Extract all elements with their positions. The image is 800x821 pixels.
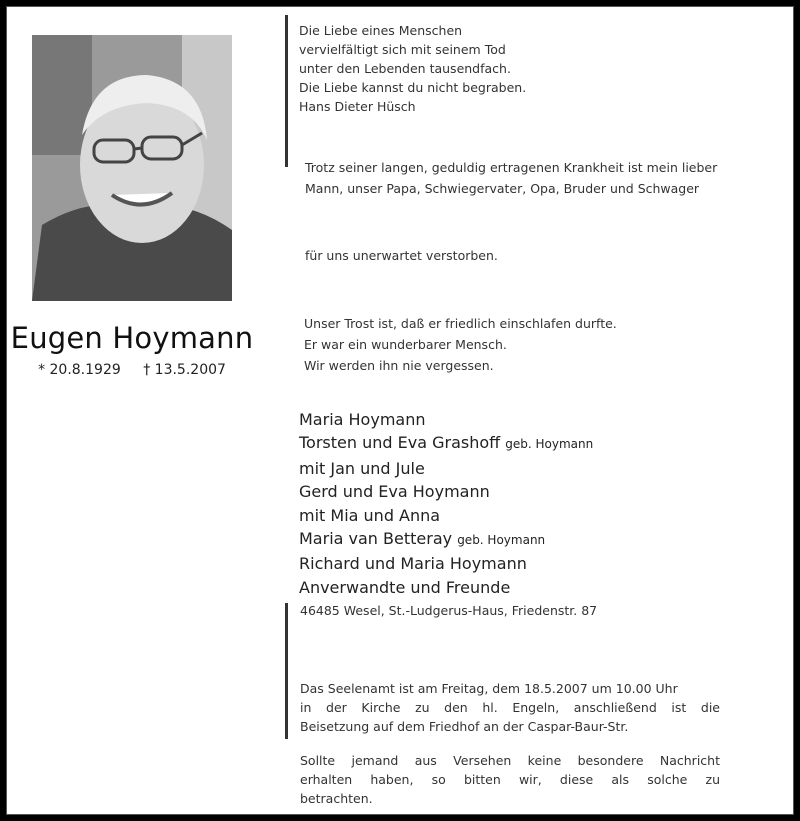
service-line: Das Seelenamt ist am Freitag, dem 18.5.2007 um 10.00 Uhr	[300, 681, 678, 696]
death-date: † 13.5.2007	[143, 362, 226, 378]
family-member: mit Jan und Jule	[299, 458, 425, 478]
notice-line: betrachten.	[300, 791, 373, 806]
quote-line: Die Liebe kannst du nicht begraben.	[299, 80, 527, 95]
family-member: mit Mia und Anna	[299, 505, 441, 525]
comfort-line: Unser Trost ist, daß er friedlich einschlafen durfte.	[304, 316, 617, 331]
service-info	[300, 679, 720, 736]
family-list	[299, 408, 593, 599]
divider-line	[285, 603, 288, 739]
family-member: Anverwandte und Freunde	[299, 577, 511, 597]
family-member: Maria van Betteray geb. Hoymann	[299, 529, 546, 549]
divider-line	[285, 15, 288, 167]
announcement-line: Trotz seiner langen, geduldig ertragenen Krankheit ist mein lieber	[305, 160, 718, 175]
announcement-text	[305, 157, 717, 199]
family-member: Richard und Maria Hoymann	[299, 554, 527, 574]
quote-author: Hans Dieter Hüsch	[299, 99, 416, 114]
life-dates	[7, 362, 257, 378]
service-line: in der Kirche zu den hl. Engeln, anschließend ist die	[300, 700, 720, 715]
announcement-closing: für uns unerwartet verstorben.	[305, 248, 498, 263]
deceased-name: Eugen Hoymann	[10, 321, 254, 355]
notice-line: Sollte jemand aus Versehen keine besondere Nachricht	[300, 753, 720, 768]
quote-line: Die Liebe eines Menschen	[299, 23, 463, 38]
service-line: Beisetzung auf dem Friedhof an der Caspar-Baur-Str.	[300, 719, 629, 734]
portrait-photo	[32, 35, 232, 301]
birth-date: * 20.8.1929	[38, 362, 121, 378]
quote-line: vervielfältigt sich mit seinem Tod	[299, 42, 506, 57]
quote-line: unter den Lebenden tausendfach.	[299, 61, 511, 76]
portrait-illustration	[32, 35, 232, 301]
announcement-line: Mann, unser Papa, Schwiegervater, Opa, Bruder und Schwager	[305, 181, 700, 196]
family-member: Torsten und Eva Grashoff geb. Hoymann	[299, 433, 594, 453]
comfort-line: Er war ein wunderbarer Mensch.	[304, 337, 507, 352]
comfort-line: Wir werden ihn nie vergessen.	[304, 358, 494, 373]
notice-line: erhalten haben, so bitten wir, diese als solche zu	[300, 772, 720, 787]
obituary-notice	[6, 6, 794, 815]
notice-text	[300, 751, 720, 808]
family-member: Maria Hoymann	[299, 410, 426, 429]
quote-block	[299, 21, 526, 116]
comfort-text	[304, 313, 617, 376]
family-member: Gerd und Eva Hoymann	[299, 482, 490, 502]
address: 46485 Wesel, St.-Ludgerus-Haus, Friedenstr. 87	[300, 603, 598, 618]
